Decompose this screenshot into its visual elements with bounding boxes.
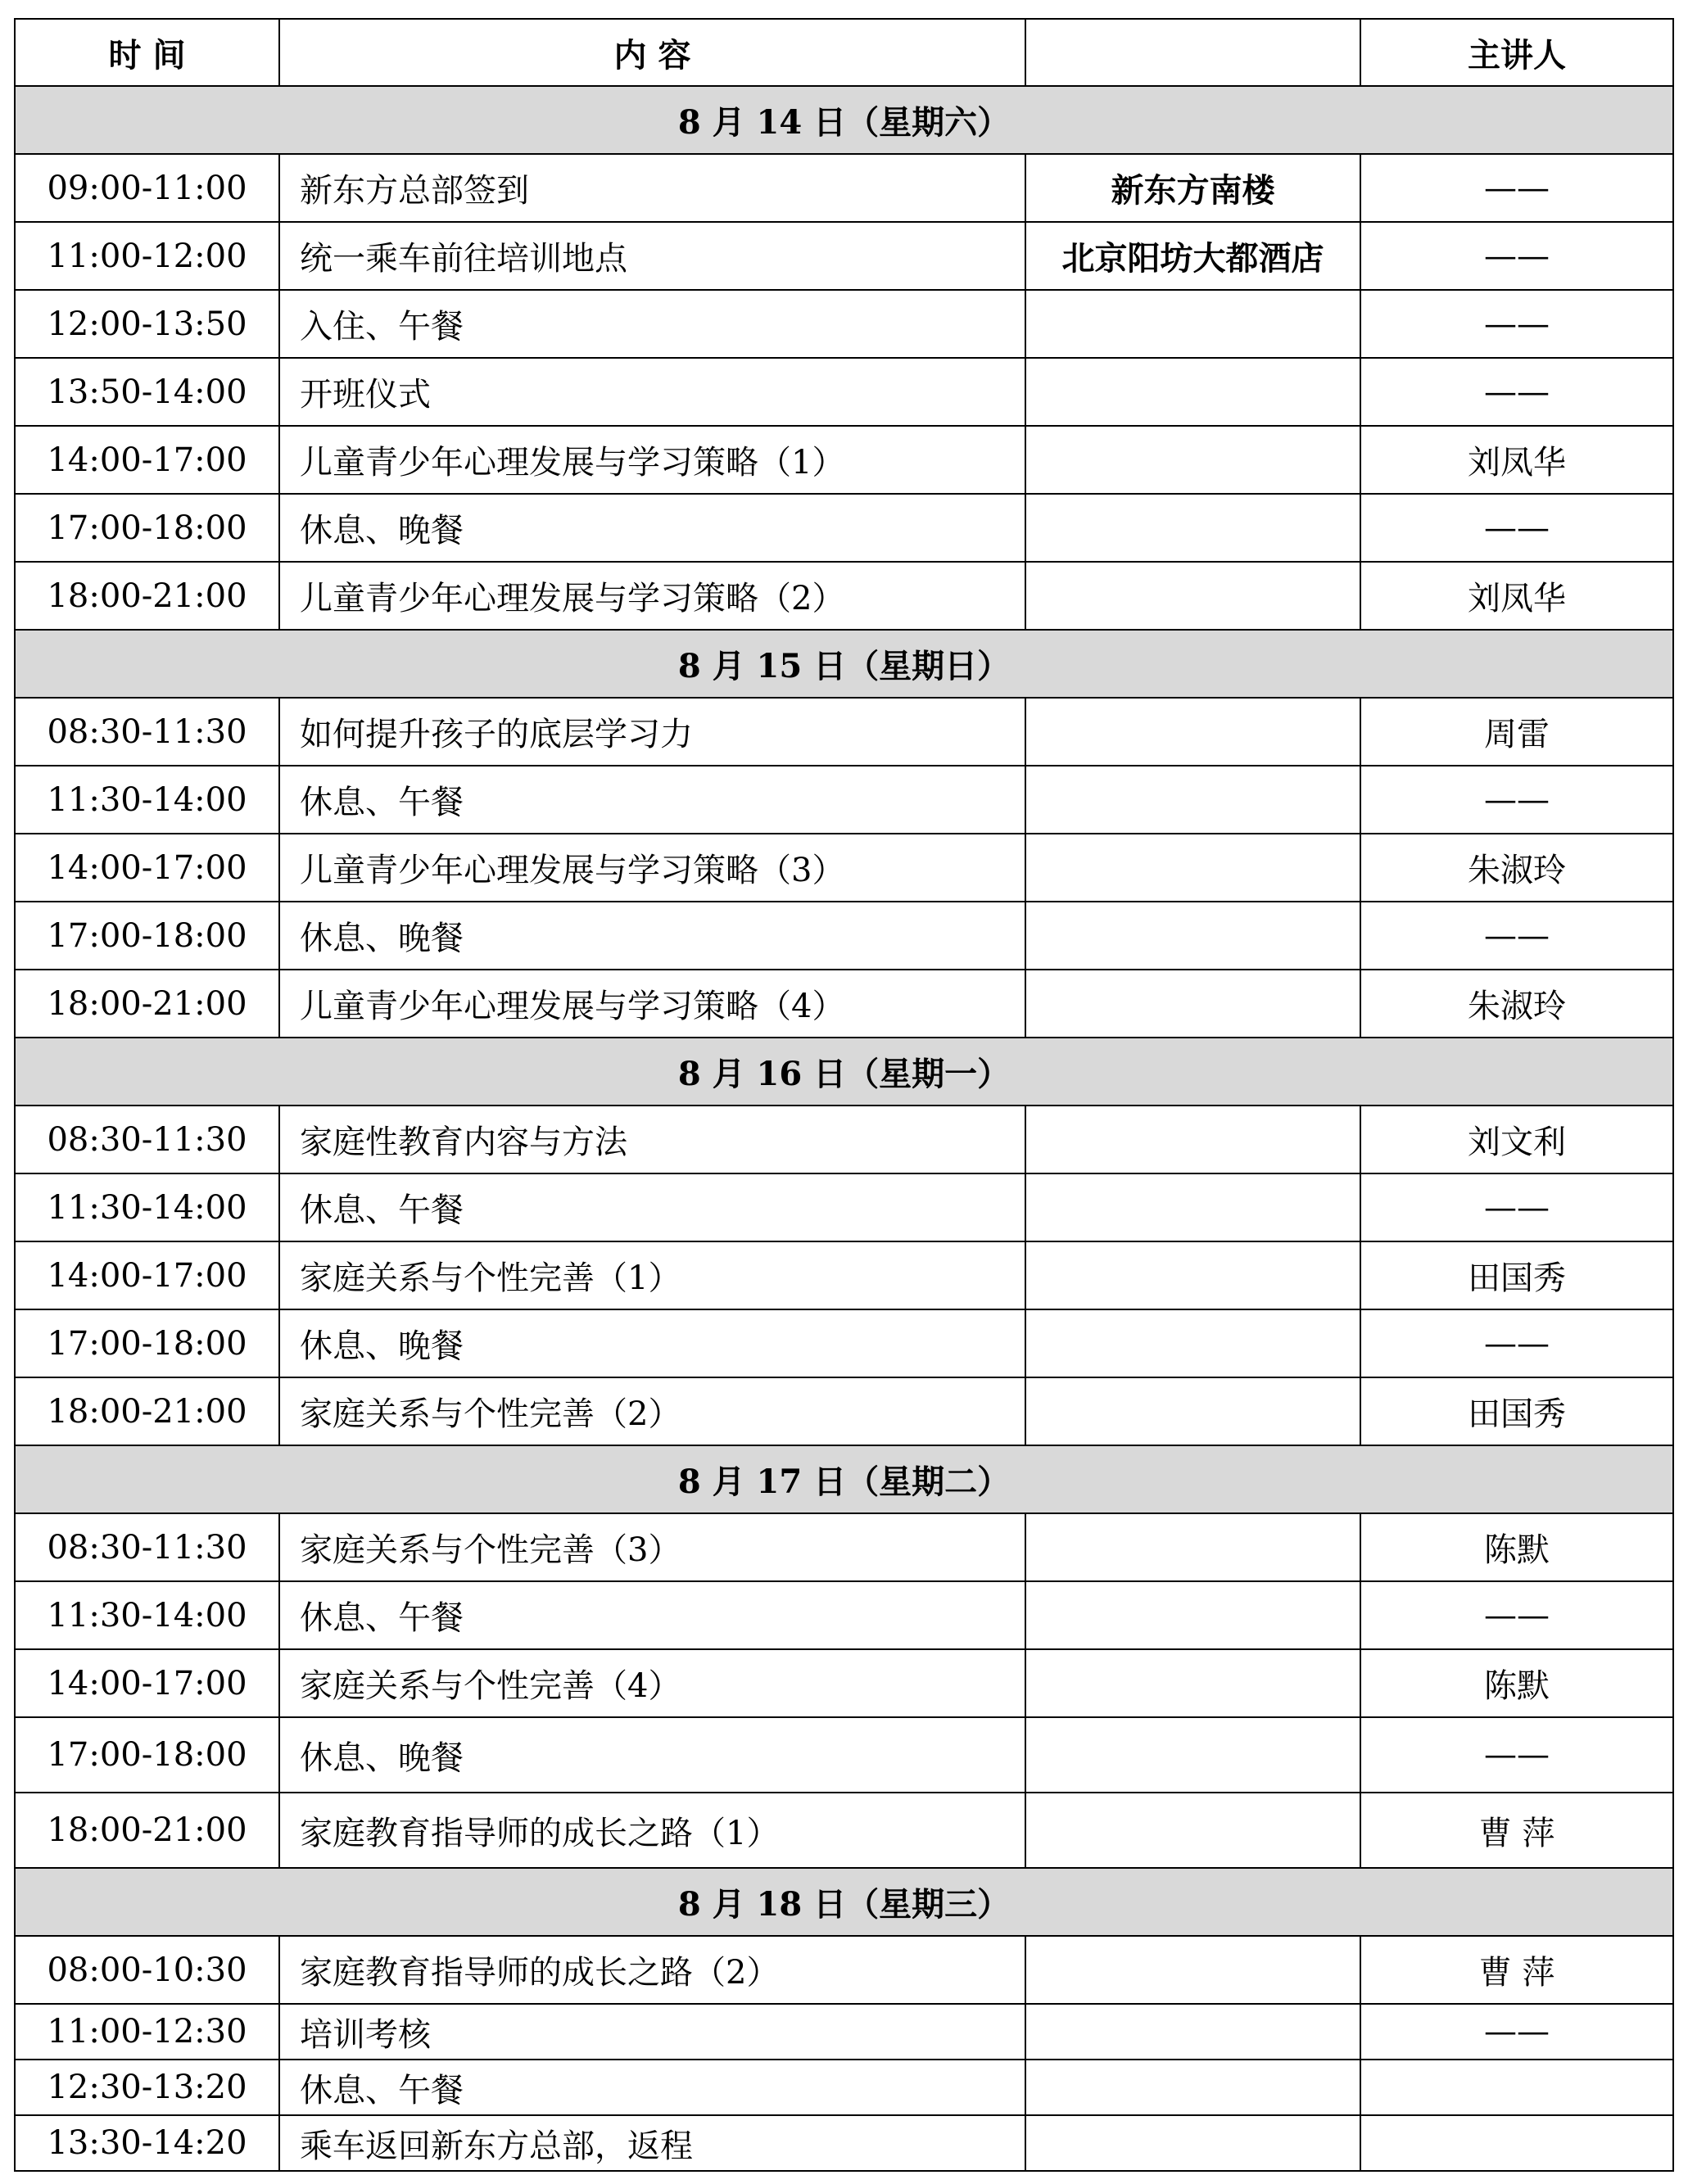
table-row <box>15 154 1673 222</box>
speaker-cell: —— <box>1360 1581 1673 1649</box>
time-cell: 08:30-11:30 <box>15 698 279 766</box>
table-row <box>15 1241 1673 1309</box>
speaker-cell: —— <box>1360 290 1673 358</box>
table-row <box>15 2060 1673 2115</box>
speaker-cell: 朱淑玲 <box>1360 970 1673 1038</box>
table-row <box>15 494 1673 562</box>
table-row <box>15 1106 1673 1173</box>
location-cell <box>1025 1241 1360 1309</box>
content-cell: 休息、晚餐 <box>279 902 1025 970</box>
table-row <box>15 1309 1673 1377</box>
location-cell <box>1025 1793 1360 1868</box>
header-location <box>1025 19 1360 86</box>
content-cell: 儿童青少年心理发展与学习策略（2） <box>279 562 1025 630</box>
time-cell: 14:00-17:00 <box>15 1649 279 1717</box>
location-cell: 北京阳坊大都酒店 <box>1025 222 1360 290</box>
time-cell: 18:00-21:00 <box>15 562 279 630</box>
location-cell <box>1025 2060 1360 2115</box>
time-cell: 11:00-12:00 <box>15 222 279 290</box>
header-row <box>15 19 1673 86</box>
day-header-row <box>15 1038 1673 1106</box>
location-cell <box>1025 2004 1360 2060</box>
table-row <box>15 562 1673 630</box>
content-cell: 休息、午餐 <box>279 2060 1025 2115</box>
location-cell <box>1025 1649 1360 1717</box>
table-row <box>15 1377 1673 1445</box>
time-cell: 11:30-14:00 <box>15 766 279 834</box>
location-cell: 新东方南楼 <box>1025 154 1360 222</box>
table-row <box>15 2004 1673 2060</box>
speaker-cell: 朱淑玲 <box>1360 834 1673 902</box>
table-row <box>15 1581 1673 1649</box>
location-cell <box>1025 562 1360 630</box>
time-cell: 17:00-18:00 <box>15 1309 279 1377</box>
speaker-cell: —— <box>1360 358 1673 426</box>
day-label: 8 月 15 日（星期日） <box>15 630 1673 698</box>
time-cell: 14:00-17:00 <box>15 426 279 494</box>
content-cell: 家庭教育指导师的成长之路（2） <box>279 1936 1025 2004</box>
table-row <box>15 1717 1673 1793</box>
content-cell: 儿童青少年心理发展与学习策略（4） <box>279 970 1025 1038</box>
table-row <box>15 358 1673 426</box>
location-cell <box>1025 2115 1360 2171</box>
speaker-cell: —— <box>1360 1309 1673 1377</box>
speaker-cell: —— <box>1360 766 1673 834</box>
time-cell: 17:00-18:00 <box>15 494 279 562</box>
table-row <box>15 426 1673 494</box>
location-cell <box>1025 426 1360 494</box>
table-row <box>15 1513 1673 1581</box>
table-row <box>15 902 1673 970</box>
time-cell: 17:00-18:00 <box>15 902 279 970</box>
location-cell <box>1025 1173 1360 1241</box>
speaker-cell: 陈默 <box>1360 1513 1673 1581</box>
time-cell: 17:00-18:00 <box>15 1717 279 1793</box>
content-cell: 休息、晚餐 <box>279 1717 1025 1793</box>
time-cell: 11:30-14:00 <box>15 1173 279 1241</box>
schedule-table <box>14 18 1674 2172</box>
speaker-cell <box>1360 2060 1673 2115</box>
time-cell: 12:30-13:20 <box>15 2060 279 2115</box>
speaker-cell <box>1360 2115 1673 2171</box>
speaker-cell: —— <box>1360 222 1673 290</box>
content-cell: 家庭关系与个性完善（3） <box>279 1513 1025 1581</box>
location-cell <box>1025 766 1360 834</box>
location-cell <box>1025 698 1360 766</box>
speaker-cell: 曹 萍 <box>1360 1936 1673 2004</box>
speaker-cell: 周雷 <box>1360 698 1673 766</box>
time-cell: 18:00-21:00 <box>15 970 279 1038</box>
day-label: 8 月 14 日（星期六） <box>15 86 1673 154</box>
location-cell <box>1025 834 1360 902</box>
content-cell: 入住、午餐 <box>279 290 1025 358</box>
location-cell <box>1025 1309 1360 1377</box>
location-cell <box>1025 358 1360 426</box>
table-row <box>15 970 1673 1038</box>
schedule-body <box>15 86 1673 2171</box>
table-row <box>15 290 1673 358</box>
speaker-cell: —— <box>1360 154 1673 222</box>
content-cell: 家庭关系与个性完善（4） <box>279 1649 1025 1717</box>
content-cell: 家庭性教育内容与方法 <box>279 1106 1025 1173</box>
table-row <box>15 766 1673 834</box>
day-header-row <box>15 1445 1673 1513</box>
table-row <box>15 1936 1673 2004</box>
speaker-cell: 刘文利 <box>1360 1106 1673 1173</box>
location-cell <box>1025 902 1360 970</box>
table-row <box>15 2115 1673 2171</box>
content-cell: 家庭关系与个性完善（1） <box>279 1241 1025 1309</box>
speaker-cell: —— <box>1360 494 1673 562</box>
day-header-row <box>15 630 1673 698</box>
time-cell: 18:00-21:00 <box>15 1793 279 1868</box>
speaker-cell: 刘凤华 <box>1360 426 1673 494</box>
time-cell: 13:30-14:20 <box>15 2115 279 2171</box>
content-cell: 休息、晚餐 <box>279 494 1025 562</box>
day-header-row <box>15 1868 1673 1936</box>
speaker-cell: 陈默 <box>1360 1649 1673 1717</box>
content-cell: 开班仪式 <box>279 358 1025 426</box>
content-cell: 休息、午餐 <box>279 1581 1025 1649</box>
time-cell: 14:00-17:00 <box>15 1241 279 1309</box>
content-cell: 乘车返回新东方总部，返程 <box>279 2115 1025 2171</box>
table-row <box>15 222 1673 290</box>
location-cell <box>1025 1581 1360 1649</box>
time-cell: 18:00-21:00 <box>15 1377 279 1445</box>
content-cell: 儿童青少年心理发展与学习策略（1） <box>279 426 1025 494</box>
time-cell: 11:00-12:30 <box>15 2004 279 2060</box>
location-cell <box>1025 1513 1360 1581</box>
content-cell: 统一乘车前往培训地点 <box>279 222 1025 290</box>
location-cell <box>1025 290 1360 358</box>
content-cell: 如何提升孩子的底层学习力 <box>279 698 1025 766</box>
content-cell: 休息、晚餐 <box>279 1309 1025 1377</box>
speaker-cell: 刘凤华 <box>1360 562 1673 630</box>
header-content: 内 容 <box>279 19 1025 86</box>
content-cell: 家庭教育指导师的成长之路（1） <box>279 1793 1025 1868</box>
time-cell: 09:00-11:00 <box>15 154 279 222</box>
location-cell <box>1025 1106 1360 1173</box>
time-cell: 12:00-13:50 <box>15 290 279 358</box>
time-cell: 13:50-14:00 <box>15 358 279 426</box>
header-time: 时 间 <box>15 19 279 86</box>
table-row <box>15 1793 1673 1868</box>
speaker-cell: —— <box>1360 902 1673 970</box>
day-label: 8 月 17 日（星期二） <box>15 1445 1673 1513</box>
day-label: 8 月 16 日（星期一） <box>15 1038 1673 1106</box>
day-header-row <box>15 86 1673 154</box>
content-cell: 新东方总部签到 <box>279 154 1025 222</box>
speaker-cell: —— <box>1360 2004 1673 2060</box>
content-cell: 家庭关系与个性完善（2） <box>279 1377 1025 1445</box>
content-cell: 培训考核 <box>279 2004 1025 2060</box>
content-cell: 儿童青少年心理发展与学习策略（3） <box>279 834 1025 902</box>
time-cell: 08:30-11:30 <box>15 1513 279 1581</box>
speaker-cell: —— <box>1360 1173 1673 1241</box>
location-cell <box>1025 494 1360 562</box>
time-cell: 14:00-17:00 <box>15 834 279 902</box>
speaker-cell: 田国秀 <box>1360 1377 1673 1445</box>
header-speaker: 主讲人 <box>1360 19 1673 86</box>
time-cell: 11:30-14:00 <box>15 1581 279 1649</box>
table-row <box>15 834 1673 902</box>
location-cell <box>1025 1717 1360 1793</box>
day-label: 8 月 18 日（星期三） <box>15 1868 1673 1936</box>
location-cell <box>1025 1377 1360 1445</box>
table-row <box>15 698 1673 766</box>
speaker-cell: —— <box>1360 1717 1673 1793</box>
location-cell <box>1025 1936 1360 2004</box>
content-cell: 休息、午餐 <box>279 1173 1025 1241</box>
table-row <box>15 1173 1673 1241</box>
location-cell <box>1025 970 1360 1038</box>
speaker-cell: 田国秀 <box>1360 1241 1673 1309</box>
speaker-cell: 曹 萍 <box>1360 1793 1673 1868</box>
time-cell: 08:30-11:30 <box>15 1106 279 1173</box>
content-cell: 休息、午餐 <box>279 766 1025 834</box>
time-cell: 08:00-10:30 <box>15 1936 279 2004</box>
table-row <box>15 1649 1673 1717</box>
